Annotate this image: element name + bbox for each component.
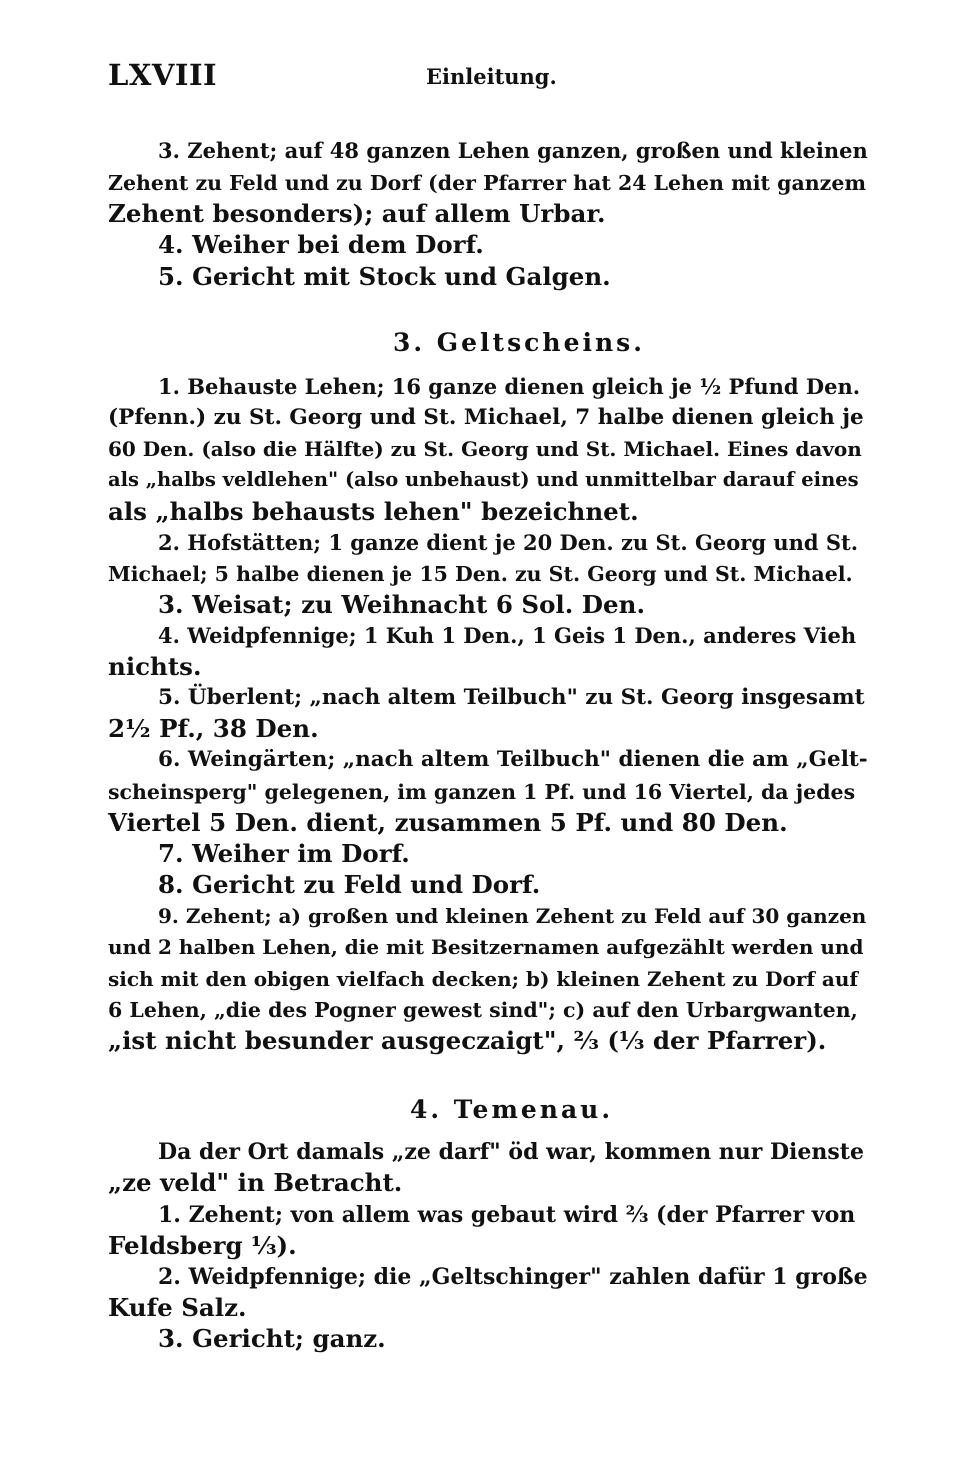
text-line: 2½ Pf., 38 Den. bbox=[108, 714, 319, 743]
text-line: 1. Zehent; von allem was gebaut wird ⅔ (der Pfarrer von bbox=[158, 1202, 856, 1228]
text-line: als „halbs veldlehen" (also unbehaust) und unmittelbar darauf eines bbox=[108, 468, 859, 491]
text-line: 4. Weidpfennige; 1 Kuh 1 Den., 1 Geis 1 Den., anderes Vieh bbox=[158, 623, 857, 648]
text-line: sich mit den obigen vielfach decken; b) kleinen Zehent zu Dorf auf bbox=[108, 967, 859, 991]
text-line: 3. Zehent; auf 48 ganzen Lehen ganzen, großen und kleinen bbox=[158, 138, 868, 163]
text-line: und 2 halben Lehen, die mit Besitzernamen aufgezählt werden und bbox=[108, 935, 864, 959]
text-line: Zehent besonders); auf allem Urbar. bbox=[108, 199, 606, 228]
page-number: LXVIII bbox=[108, 58, 218, 92]
text-line: Viertel 5 Den. dient, zusammen 5 Pf. und 80 Den. bbox=[108, 808, 788, 837]
text-line: nichts. bbox=[108, 652, 202, 681]
text-line: 60 Den. (also die Hälfte) zu St. Georg und St. Michael. Eines davon bbox=[108, 437, 862, 461]
text-line: 2. Hofstätten; 1 ganze dient je 20 Den. zu St. Georg und St. bbox=[158, 530, 859, 555]
text-line: 3. Gericht; ganz. bbox=[158, 1324, 386, 1353]
text-line: 2. Weidpfennige; die „Geltschinger" zahlen dafür 1 große bbox=[158, 1264, 868, 1290]
text-line: „ist nicht besunder ausgeczaigt", ⅔ (⅓ der Pfarrer). bbox=[108, 1026, 827, 1055]
running-head: Einleitung. bbox=[426, 64, 557, 89]
text-line: Michael; 5 halbe dienen je 15 Den. zu St. Georg und St. Michael. bbox=[108, 562, 853, 586]
section-heading: 3. Geltscheins. bbox=[393, 328, 645, 357]
text-line: Kufe Salz. bbox=[108, 1293, 247, 1322]
text-line: 7. Weiher im Dorf. bbox=[158, 839, 410, 868]
text-line: 3. Weisat; zu Weihnacht 6 Sol. Den. bbox=[158, 590, 645, 619]
page-header bbox=[108, 58, 868, 108]
text-line: (Pfenn.) zu St. Georg und St. Michael, 7 halbe dienen gleich je bbox=[108, 405, 864, 430]
text-line: 1. Behauste Lehen; 16 ganze dienen gleich je ½ Pfund Den. bbox=[158, 374, 861, 399]
text-line: Da der Ort damals „ze darf" öd war, kommen nur Dienste bbox=[158, 1139, 864, 1165]
text-line: 6. Weingärten; „nach altem Teilbuch" dienen die am „Gelt- bbox=[158, 747, 868, 772]
section-heading: 4. Temenau. bbox=[410, 1095, 614, 1124]
text-line: scheinsperg" gelegenen, im ganzen 1 Pf. und 16 Viertel, da jedes bbox=[108, 780, 856, 804]
text-line: 9. Zehent; a) großen und kleinen Zehent zu Feld auf 30 ganzen bbox=[158, 904, 867, 928]
text-line: 4. Weiher bei dem Dorf. bbox=[158, 230, 484, 259]
text-line: Feldsberg ⅓). bbox=[108, 1231, 297, 1260]
text-line: Zehent zu Feld und zu Dorf (der Pfarrer hat 24 Lehen mit ganzem bbox=[108, 171, 867, 195]
text-line: 8. Gericht zu Feld und Dorf. bbox=[158, 870, 541, 899]
text-line: „ze veld" in Betracht. bbox=[108, 1168, 403, 1197]
text-line: 5. Gericht mit Stock und Galgen. bbox=[158, 262, 611, 291]
text-line: als „halbs behausts lehen" bezeichnet. bbox=[108, 497, 639, 526]
text-line: 6 Lehen, „die des Pogner gewest sind"; c) auf den Urbargwanten, bbox=[108, 998, 858, 1022]
text-line: 5. Überlent; „nach altem Teilbuch" zu St. Georg insgesamt bbox=[158, 685, 865, 710]
